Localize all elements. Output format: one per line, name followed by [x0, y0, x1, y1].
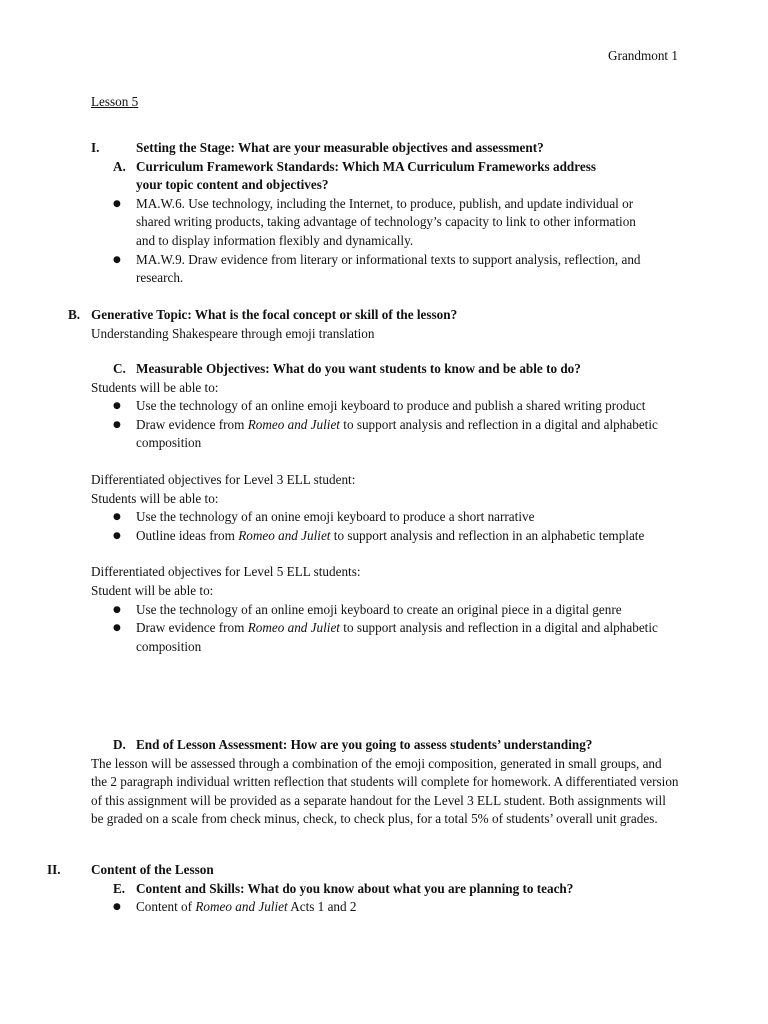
bullet-icon: ●	[113, 254, 121, 265]
lesson-title: Lesson 5	[91, 94, 139, 109]
list-item	[91, 416, 681, 453]
bullet-icon: ●	[113, 604, 121, 615]
objective-text-pre: Draw evidence from	[136, 416, 248, 432]
subsection-c-letter: C.	[113, 361, 126, 376]
content-text-pre: Content of	[136, 899, 196, 915]
section-i-heading	[91, 139, 691, 158]
standard-text: MA.W.9. Draw evidence from literary or informational texts to support analysis, reflection, and research.	[136, 251, 641, 286]
subsection-d-heading	[91, 736, 681, 755]
content-text-title: Romeo and Juliet	[195, 899, 288, 915]
bullet-icon: ●	[113, 512, 121, 523]
bullet-icon: ●	[113, 401, 121, 412]
level5-intro: Student will be able to:	[91, 582, 214, 598]
subsection-a-letter: A.	[113, 158, 126, 174]
list-item	[91, 508, 681, 527]
bullet-icon: ●	[113, 623, 121, 634]
section-i-title: Setting the Stage: What are your measurable objectives and assessment?	[136, 140, 544, 155]
section-i	[91, 139, 691, 288]
objective-text: Use the technology of an online emoji keyboard to produce and publish a shared writing product	[136, 398, 646, 414]
subsection-c-title: Measurable Objectives: What do you want students to know and be able to do?	[136, 361, 581, 376]
subsection-d	[91, 736, 681, 829]
standards-list	[91, 195, 651, 288]
level3-heading: Differentiated objectives for Level 3 ELL student:	[91, 471, 356, 487]
subsection-b	[68, 306, 688, 343]
section-ii-title: Content of the Lesson	[91, 862, 214, 877]
list-item	[91, 601, 681, 620]
subsection-b-title: Generative Topic: What is the focal concept or skill of the lesson?	[91, 307, 458, 322]
objective-text-post: to support analysis and reflection in a digital and alphabetic composition	[136, 620, 658, 654]
objective-text-title: Romeo and Juliet	[247, 416, 340, 432]
subsection-d-letter: D.	[113, 737, 126, 752]
objective-text-pre: Outline ideas from	[136, 527, 239, 543]
list-item	[91, 251, 651, 288]
level3-intro: Students will be able to:	[91, 490, 219, 506]
section-ii-numeral: II.	[47, 862, 61, 877]
content-list	[91, 898, 687, 917]
standard-text: MA.W.6. Use technology, including the Internet, to produce, publish, and update individual or shared writing products, taking advantage of technology’s capacity to link to other information and to display information flexibly and dynamically.	[136, 195, 636, 248]
page-header: Grandmont 1	[608, 48, 678, 63]
list-item	[91, 619, 681, 656]
subsection-e-heading	[47, 880, 687, 899]
subsection-e-letter: E.	[113, 880, 126, 896]
level5-heading: Differentiated objectives for Level 5 ELL students:	[91, 564, 361, 580]
objective-text: Use the technology of an onine emoji keyboard to produce a short narrative	[136, 509, 535, 525]
level3-objectives-list	[91, 508, 681, 545]
list-item	[91, 195, 651, 251]
list-item	[91, 397, 681, 416]
content-text-post: Acts 1 and 2	[287, 899, 357, 915]
list-item	[91, 527, 681, 546]
subsection-b-heading	[68, 306, 688, 325]
objective-text-title: Romeo and Juliet	[247, 620, 340, 636]
subsection-b-body: Understanding Shakespeare through emoji translation	[91, 325, 375, 341]
bullet-icon: ●	[113, 530, 121, 541]
subsection-a-title-line1: Curriculum Framework Standards: Which MA Curriculum Frameworks address	[136, 158, 596, 174]
section-i-numeral: I.	[91, 140, 100, 155]
subsection-a-title-line2: your topic content and objectives?	[136, 177, 329, 193]
objective-text-post: to support analysis and reflection in a digital and alphabetic composition	[136, 416, 658, 451]
subsection-e-title: Content and Skills: What do you know about what you are planning to teach?	[136, 880, 574, 896]
subsection-b-letter: B.	[68, 307, 81, 322]
bullet-icon: ●	[113, 902, 121, 913]
subsection-a-heading	[91, 158, 691, 195]
assessment-body: The lesson will be assessed through a combination of the emoji composition, generated in small groups, and the 2 paragraph individual written reflection that students will complete for homework. A differentiated version of this assignment will be provided as a separate handout for the Level 3 ELL student. Both assignments will be graded on a scale from check minus, check, to check plus, for a total 5% of students’ overall unit grades.	[91, 755, 679, 827]
objective-text-pre: Draw evidence from	[136, 620, 248, 636]
list-item	[91, 898, 687, 917]
objectives-intro: Students will be able to:	[91, 379, 219, 395]
section-ii	[47, 861, 687, 917]
objective-text-post: to support analysis and reflection in an alphabetic template	[330, 527, 645, 543]
section-ii-heading	[47, 861, 687, 880]
bullet-icon: ●	[113, 419, 121, 430]
subsection-d-title: End of Lesson Assessment: How are you going to assess students’ understanding?	[136, 737, 593, 752]
objectives-list	[91, 397, 681, 453]
objective-text-title: Romeo and Juliet	[238, 527, 331, 543]
level5-objectives-list	[91, 601, 681, 657]
objective-text: Use the technology of an online emoji keyboard to create an original piece in a digital genre	[136, 601, 622, 617]
bullet-icon: ●	[113, 198, 121, 209]
subsection-c-heading	[91, 360, 691, 379]
subsection-c	[91, 360, 691, 656]
